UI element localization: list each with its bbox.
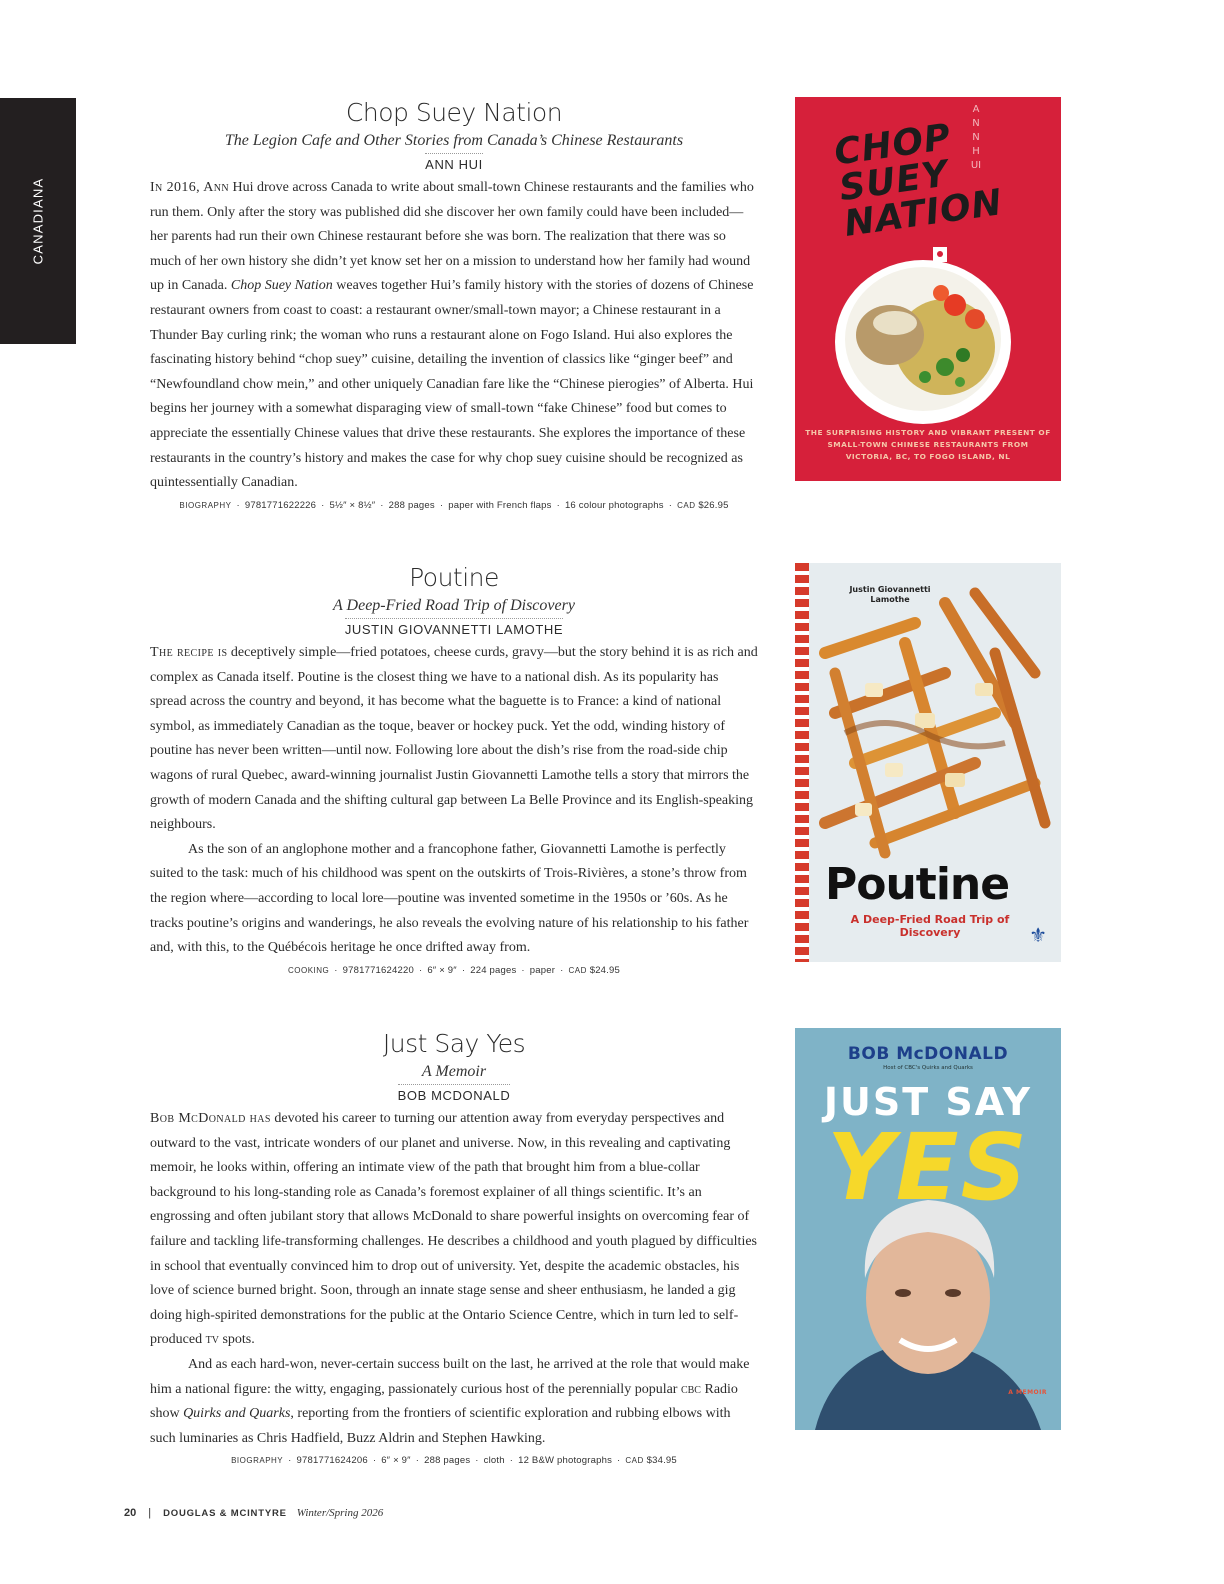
- spec-pages: 288 pages: [388, 499, 435, 511]
- description-text: devoted his career to turning our attention away from everyday perspectives and outward to the vast, intricate wonders of our planet and universe. Now, in this revealing and captivating memoir, he looks within, offering an intimate view of the path that brought him from a blue-collar background to his long-standing role as Canada’s foremost explainer of all things scientific. It’s an engrossing and often jubilant story that allows McDonald to share powerful insights on overcoming fear of failure and tackling life-transforming challenges. He describes a childhood and youth plagued by difficulties in school that eventually convinced him to drop out of university. Yet, despite the academic obstacles, his love of science burned bright. Soon, through an innate stage sense and sheer enthusiasm, he landed a gig doing high-spirited demonstrations for the public at the Ontario Science Centre, which in turn led to self-produced: [150, 1111, 757, 1348]
- description-text: As the son of an anglophone mother and a francophone father, Giovannetti Lamothe is perfectly suited to the task: much of his childhood was spent on the outskirts of Trois-Rivières, a stone’s throw from the region where—according to local lore—poutine was invented sometime in the 1950s or ’60s. As he tracks poutine’s origins and wanderings, he also reveals the evolving nature of his relationship to his father and, with this, to the Québécois heritage he once drifted away from.: [150, 841, 749, 956]
- spec-currency: CAD: [677, 500, 696, 510]
- book-author: ANN HUI: [425, 153, 483, 173]
- description-text: , reporting from the frontiers of scientific exploration and rubbing elbows with such luminaries as Chris Hadfield, Buzz Aldrin and Stephen Hawking.: [150, 1406, 731, 1446]
- spec-isbn: 9781771624206: [296, 1455, 368, 1467]
- lead-in: The recipe is: [150, 645, 228, 660]
- spec-format: paper with French flaps: [448, 499, 552, 511]
- book-title: Just Say Yes: [382, 1029, 526, 1058]
- book-subtitle: A Memoir: [421, 1063, 487, 1080]
- spec-price: $34.95: [646, 1455, 677, 1467]
- spec-currency: CAD: [568, 965, 587, 975]
- spec-category: BIOGRAPHY: [231, 1456, 284, 1466]
- spec-extra: 16 colour photographs: [564, 499, 664, 511]
- cover-title: CHOP SUEY NATION: [831, 116, 1006, 245]
- section-tab: [0, 98, 76, 344]
- footer-separator: |: [148, 1507, 152, 1519]
- book-specs: BIOGRAPHY · 9781771624206 · 6″ × 9″ · 288 pages · cloth · 12 B&W photographs · CAD $34.95: [231, 1455, 677, 1467]
- book-description: [150, 176, 758, 496]
- book-author: BOB MCDONALD: [398, 1084, 511, 1104]
- cover-memoir-label: A MEMOIR: [1008, 1389, 1047, 1396]
- book-entry-chop-suey-nation: [150, 98, 758, 511]
- lead-in: Bob McDonald has: [150, 1111, 271, 1126]
- spec-isbn: 9781771624220: [342, 964, 414, 976]
- description-text: spots.: [218, 1332, 255, 1348]
- book-cover-chop-suey-nation: [795, 97, 1061, 481]
- publisher-name: DOUGLAS & MCINTYRE: [163, 1507, 287, 1519]
- cover-title-big: YES: [827, 1114, 1029, 1221]
- spec-trim: 6″ × 9″: [427, 964, 457, 976]
- book-description: [150, 641, 758, 961]
- spec-category: COOKING: [288, 965, 330, 975]
- cover-title-top: JUST SAY: [823, 1080, 1033, 1124]
- cover-title: Poutine: [825, 859, 1010, 910]
- cover-host-line: Host of CBC's Quirks and Quarks: [883, 1065, 973, 1071]
- cover-tagline: THE SURPRISING HISTORY AND VIBRANT PRESENT OF SMALL-TOWN CHINESE RESTAURANTS FROM VICTORIA, BC, TO FOGO ISLAND, NL: [805, 428, 1051, 461]
- book-title: Poutine: [409, 563, 499, 592]
- section-tab-label: CANADIANA: [30, 177, 46, 265]
- book-subtitle: A Deep-Fried Road Trip of Discovery: [333, 597, 575, 614]
- book-entry-just-say-yes: [150, 1029, 758, 1466]
- spec-category: BIOGRAPHY: [179, 500, 232, 510]
- cover-author: Justin Giovannetti Lamothe: [849, 585, 931, 604]
- spec-format: paper: [529, 964, 556, 976]
- book-specs: BIOGRAPHY · 9781771622226 · 5½″ × 8½″ · 288 pages · paper with French flaps · 16 colour photographs · CAD $26.95: [179, 499, 729, 511]
- description-smallcaps: cbc: [680, 1381, 701, 1397]
- description-text: And as each hard-won, never-certain success built on the last, he arrived at the role that would make him a national figure: the witty, engaging, passionately curious host of the perennially popular: [150, 1356, 750, 1397]
- description-italic: Quirks and Quarks: [183, 1406, 291, 1422]
- spec-extra: 12 B&W photographs: [518, 1455, 613, 1467]
- spec-isbn: 9781771622226: [244, 499, 317, 511]
- book-specs: COOKING · 9781771624220 · 6″ × 9″ · 224 pages · paper · CAD $24.95: [288, 964, 620, 976]
- spec-format: cloth: [483, 1455, 505, 1467]
- spec-price: $24.95: [589, 964, 620, 976]
- spec-trim: 5½″ × 8½″: [329, 499, 376, 511]
- cover-subtitle: A Deep-Fried Road Trip of Discovery: [850, 913, 1010, 939]
- page-footer: [124, 1507, 383, 1519]
- catalog-season: Winter/Spring 2026: [296, 1507, 384, 1519]
- description-smallcaps: tv: [205, 1332, 219, 1348]
- book-description: [150, 1107, 758, 1451]
- cover-author: BOB McDONALD: [847, 1044, 1009, 1064]
- description-text: deceptively simple—fried potatoes, cheese curds, gravy—but the story behind it is as rich and complex as Canada itself. Poutine is the closest thing we have to a national dish. As its popularity has spread across the country and beyond, it has become what the baguette is to France: a kind of national symbol, as immediately Canadian as the toque, beaver or hockey puck. Yet the odd, winding history of poutine has never been written—until now. Following lore about the dish’s rise from the road-side chip wagons of rural Quebec, award-winning journalist Justin Giovannetti Lamothe tells a story that mirrors the growth of modern Canada and the shifting cultural gap between La Belle Province and its English-speaking neighbours.: [150, 645, 758, 833]
- lead-in: In 2016, Ann: [150, 180, 229, 195]
- book-author: JUSTIN GIOVANNETTI LAMOTHE: [345, 618, 563, 638]
- book-cover-just-say-yes: [795, 1028, 1061, 1430]
- description-text: Radio show: [150, 1381, 738, 1422]
- book-subtitle: The Legion Cafe and Other Stories from Canada’s Chinese Restaurants: [224, 132, 684, 149]
- spec-price: $26.95: [698, 499, 729, 511]
- page-number: 20: [124, 1507, 137, 1519]
- spec-pages: 224 pages: [470, 964, 517, 976]
- spec-trim: 6″ × 9″: [381, 1455, 411, 1467]
- description-text: Hui drove across Canada to write about small-town Chinese restaurants and the families who run them. Only after the story was published did she discover her own family could have been included—her parents had run their own Chinese restaurant before she was born. The realization that there was so much of her own history she didn’t yet know set her on a mission to understand how her family had wound up in Canada.: [150, 180, 754, 294]
- description-text: weaves together Hui’s family history with the stories of dozens of Chinese restaurant owners from coast to coast: a restaurant owner/small-town mayor; a Chinese restaurant in a Thunder Bay curling rink; the woman who runs a restaurant alone on Fogo Island. Hui also explores the fascinating history behind “chop suey” cuisine, detailing the invention of classics like “ginger beef” and “Newfoundland chow mein,” and other uniquely Canadian fare like the “Chinese pierogies” of Alberta. Hui begins her journey with a somewhat disparaging view of small-town “fake Chinese” food but comes to appreciate the essentially Chinese values that drive these restaurants. She explores the importance of these restaurants in the country’s history and makes the case for why chop suey cuisine should be recognized as quintessentially Canadian.: [150, 278, 754, 491]
- description-italic: Chop Suey Nation: [230, 278, 333, 294]
- cover-author: ANN HUI: [970, 104, 982, 171]
- book-entry-poutine: [150, 563, 758, 976]
- fleur-de-lis-icon: ⚜: [1029, 925, 1047, 947]
- book-cover-poutine: [795, 563, 1061, 962]
- spec-pages: 288 pages: [424, 1455, 471, 1467]
- spec-currency: CAD: [625, 1456, 644, 1466]
- book-title: Chop Suey Nation: [345, 98, 563, 127]
